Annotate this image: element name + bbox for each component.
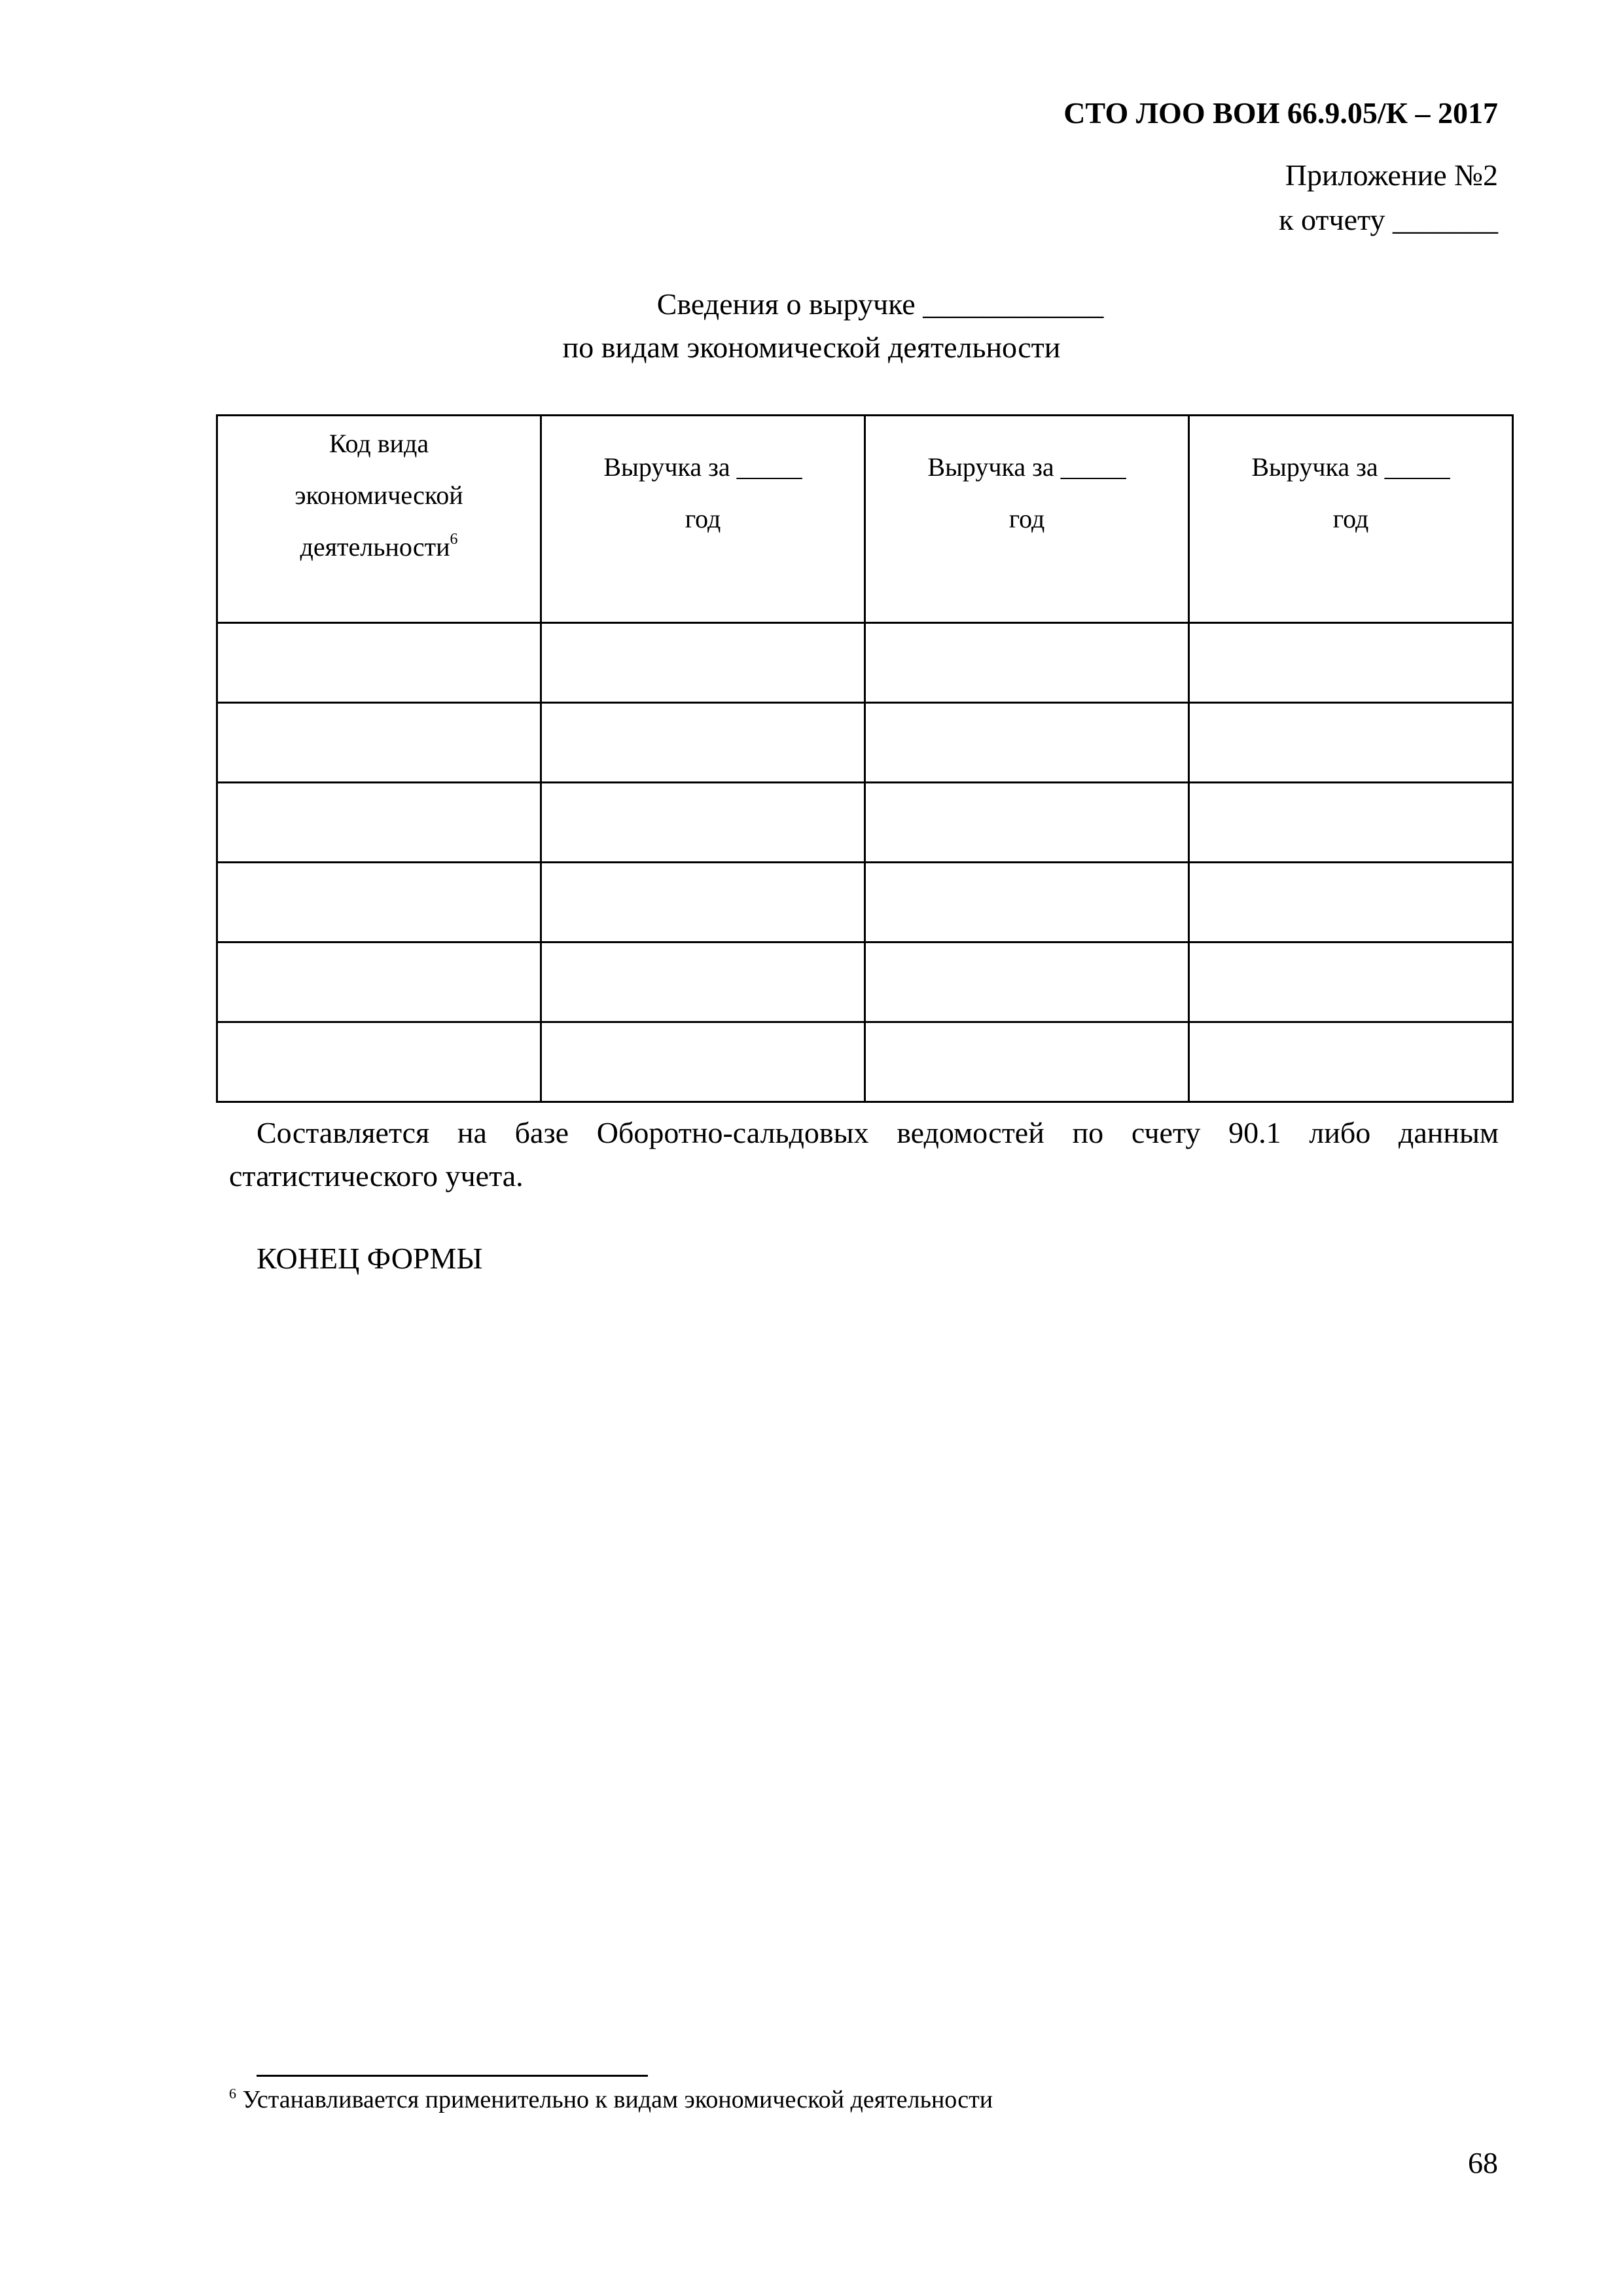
table-cell (541, 623, 865, 703)
header-revenue-3 (1189, 416, 1513, 623)
table-cell (541, 863, 865, 942)
table-header-row (217, 416, 1513, 623)
header-activity-code-line-1: Код вида (329, 429, 429, 458)
table-row (217, 703, 1513, 783)
header-revenue-1-line-1: Выручка за _____ (603, 452, 802, 482)
footnote-text: Устанавливается применительно к видам экономической деятельности (242, 2086, 993, 2113)
table-cell (865, 942, 1189, 1022)
footnote-divider (257, 2075, 648, 2077)
table-cell (217, 703, 541, 783)
table-cell (541, 1022, 865, 1102)
table-cell (1189, 783, 1513, 863)
table-cell (1189, 942, 1513, 1022)
table-cell (217, 1022, 541, 1102)
document-code: СТО ЛОО ВОИ 66.9.05/К – 2017 (1063, 96, 1498, 130)
header-activity-code (217, 416, 541, 623)
end-of-form: КОНЕЦ ФОРМЫ (257, 1242, 483, 1275)
header-revenue-3-line-2: год (1332, 504, 1369, 533)
table-cell (217, 623, 541, 703)
header-revenue-2-line-2: год (1008, 504, 1045, 533)
table-cell (541, 703, 865, 783)
footnote-number: 6 (229, 2085, 236, 2102)
table-row (217, 783, 1513, 863)
header-activity-code-line-3 (218, 521, 540, 573)
table-cell (217, 783, 541, 863)
table-cell (1189, 703, 1513, 783)
header-activity-code-line-2: экономической (294, 480, 463, 510)
table-cell (217, 863, 541, 942)
revenue-table (216, 414, 1514, 1103)
table-cell (865, 863, 1189, 942)
table-cell (865, 783, 1189, 863)
report-reference: к отчету _______ (1279, 203, 1498, 236)
table-row (217, 942, 1513, 1022)
table-cell (865, 623, 1189, 703)
header-revenue-3-line-1: Выручка за _____ (1251, 452, 1450, 482)
header-activity-code-text: деятельности (300, 532, 450, 562)
form-note: Составляется на базе Оборотно-сальдовых ведомостей по счету 90.1 либо данным статистического учета. (229, 1116, 1499, 1193)
table-row (217, 863, 1513, 942)
header-revenue-2 (865, 416, 1189, 623)
form-title-line-1: Сведения о выручке ____________ (656, 287, 1104, 321)
table-row (217, 623, 1513, 703)
form-title (0, 283, 1623, 369)
appendix-block (1279, 153, 1498, 242)
table-cell (541, 783, 865, 863)
header-revenue-2-line-1: Выручка за _____ (927, 452, 1126, 482)
footnote-mark: 6 (450, 531, 458, 548)
table-cell (1189, 1022, 1513, 1102)
table-cell (1189, 863, 1513, 942)
page-number: 68 (1468, 2146, 1498, 2179)
table-cell (865, 703, 1189, 783)
appendix-label: Приложение №2 (1285, 158, 1498, 192)
header-revenue-1-line-2: год (685, 504, 721, 533)
table-cell (1189, 623, 1513, 703)
form-title-line-2: по видам экономической деятельности (562, 331, 1061, 364)
header-revenue-1 (541, 416, 865, 623)
table-cell (865, 1022, 1189, 1102)
footnote (229, 2085, 993, 2114)
table-cell (541, 942, 865, 1022)
table-row (217, 1022, 1513, 1102)
table-cell (217, 942, 541, 1022)
